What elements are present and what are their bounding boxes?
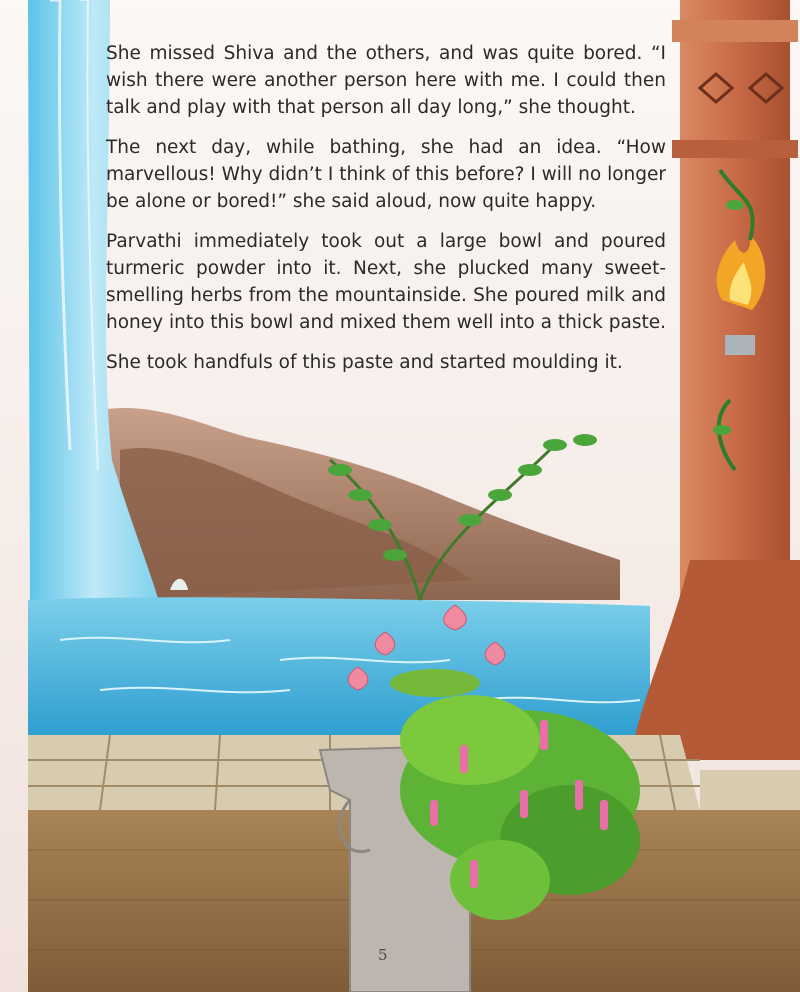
paragraph-2: The next day, while bathing, she had an idea. “How marvellous! Why didn’t I think of this before? I will no longer be alone or bored!” she said aloud, now quite happy. — [106, 137, 666, 212]
paragraph-1: She missed Shiva and the others, and was quite bored. “I wish there were another person here with me. I could then talk and play with that person all day long,” she thought. — [106, 43, 666, 118]
paragraph-4: She took handfuls of this paste and started moulding it. — [106, 352, 623, 373]
story-text — [106, 40, 666, 389]
lily-pad — [390, 669, 480, 697]
page-number: 5 — [378, 946, 388, 964]
paragraph-3: Parvathi immediately took out a large bowl and poured turmeric powder into it. Next, she plucked many sweet-smelling herbs from the mountainside. She poured milk and honey into this bowl and mixed them well into a thick paste. — [106, 231, 666, 333]
torch-bracket — [725, 335, 755, 355]
